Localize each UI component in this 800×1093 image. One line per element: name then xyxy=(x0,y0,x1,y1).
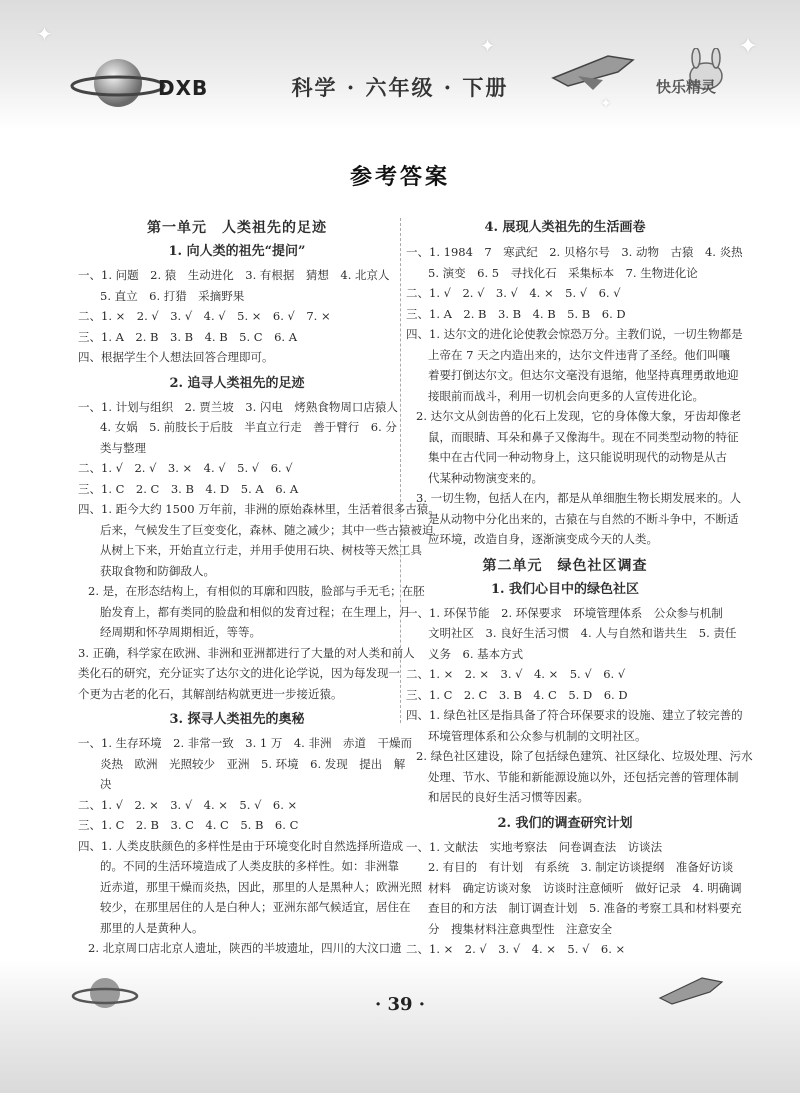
answer-line: 集中在古代同一种动物身上，这只能说明现代的动物是从古 xyxy=(428,450,727,464)
answer-line: 二、1. √ 2. √ 3. √ 4. × 5. √ 6. √ xyxy=(406,286,621,300)
answer-line: 义务 6. 基本方式 xyxy=(428,646,524,661)
answer-line: 接眼前而战斗，利用一切机会向更多的人宣传进化论。 xyxy=(428,388,704,403)
answer-line: 决 xyxy=(100,777,112,791)
answer-line: 一、1. 生存环境 2. 非常一致 3. 1 万 4. 非洲 赤道 干燥而 xyxy=(78,736,412,750)
answer-line: 4. 女娲 5. 前肢长于后肢 半直立行走 善于臂行 6. 分 xyxy=(100,420,397,434)
answer-line: 二、1. × 2. √ 3. √ 4. × 5. √ 6. × xyxy=(406,942,626,956)
answer-line: 四、1. 绿色社区是指具备了符合环保要求的设施、建立了较完善的 xyxy=(406,708,743,722)
answer-line: 5. 演变 6. 5 寻找化石 采集标本 7. 生物进化论 xyxy=(428,265,698,280)
lesson-title: 4. 展现人类祖先的生活画卷 xyxy=(484,220,646,235)
answer-line: 三、1. A 2. B 3. B 4. B 5. C 6. A xyxy=(78,329,298,344)
answer-line: 个更为古老的化石，其解剖结构就更进一步接近猿。 xyxy=(78,686,343,701)
answer-line: 3. 正确，科学家在欧洲、非洲和亚洲都进行了大量的对人类和前人 xyxy=(78,645,415,660)
left-column xyxy=(78,216,440,1000)
answer-line: 四、1. 距今大约 1500 万年前，非洲的原始森林里，生活着很多古猿。 xyxy=(78,502,440,516)
lesson-title: 3. 探寻人类祖先的奥秘 xyxy=(169,712,305,727)
answer-line: 获取食物和防御敌人。 xyxy=(100,563,215,578)
answer-line: 着要打倒达尔文。但达尔文毫没有退缩，他坚持真理勇敢地迎 xyxy=(428,368,739,382)
unit-heading: 第一单元 人类祖先的足迹 xyxy=(147,220,327,236)
answer-line: 近赤道，那里干燥而炎热，因此，那里的人是黑种人；欧洲光照 xyxy=(100,879,422,894)
answer-line: 3. 一切生物，包括人在内，都是从单细胞生物长期发展来的。人 xyxy=(416,491,742,505)
lesson-title: 2. 我们的调查研究计划 xyxy=(497,815,633,831)
answer-line: 2. 绿色社区建设，除了包括绿色建筑、社区绿化、垃圾处理、污水 xyxy=(416,749,753,763)
answer-line: 分 搜集材料注意典型性 注意安全 xyxy=(428,921,612,936)
answer-line: 一、1. 文献法 实地考察法 问卷调查法 访谈法 xyxy=(406,839,663,854)
answer-line: 一、1. 环保节能 2. 环保要求 环境管理体系 公众参与机制 xyxy=(406,605,723,620)
brand-logo: DXB xyxy=(158,76,209,100)
answer-line: 环境管理体系和公众参与机制的文明社区。 xyxy=(428,728,647,743)
answer-line: 胎发育上，都有类同的脸盘和相似的发育过程；在生理上，月 xyxy=(100,604,411,619)
answer-line: 经周期和怀孕周期相近，等等。 xyxy=(100,625,261,639)
sparkle-icon: ✦ xyxy=(36,22,53,46)
answer-line: 是从动物中分化出来的，古猿在与自然的不断斗争中，不断适 xyxy=(428,511,739,526)
sparkle-icon: ✦ xyxy=(738,32,759,60)
answer-line: 上帝在 7 天之内造出来的，达尔文件违背了圣经。他们叫嚷 xyxy=(428,347,731,362)
answer-line: 鼠，而眼睛、耳朵和鼻子又像海牛。现在不同类型动物的特征 xyxy=(428,429,739,444)
answer-line: 那里的人是黄种人。 xyxy=(100,920,204,935)
answer-line: 代某种动物演变来的。 xyxy=(428,470,543,485)
answer-line: 二、1. × 2. × 3. √ 4. × 5. √ 6. √ xyxy=(406,667,626,681)
answer-line: 从树上下来，开始直立行走，并用手使用石块、树枝等天然工具 xyxy=(100,543,422,557)
answer-line: 处理、节水、节能和新能源设施以外，还包括完善的管理体制 xyxy=(428,769,739,784)
answer-line: 四、根据学生个人想法回答合理即可。 xyxy=(78,350,274,364)
answer-line: 三、1. C 2. C 3. B 4. C 5. D 6. D xyxy=(406,687,628,702)
answer-line: 查目的和方法 制订调查计划 5. 准备的考察工具和材料要充 xyxy=(428,901,742,915)
answer-line: 应环境，改造自身，逐渐演变成今天的人类。 xyxy=(428,532,658,546)
series-logo-text: 快乐精灵 xyxy=(656,78,717,96)
answer-line: 的。不同的生活环境造成了人类皮肤的多样性。如：非洲靠 xyxy=(100,859,399,873)
answer-line: 材料 确定访谈对象 访谈时注意倾听 做好记录 4. 明确调 xyxy=(428,880,742,895)
right-column xyxy=(406,216,753,1001)
answer-line: 一、1. 1984 7 寒武纪 2. 贝格尔号 3. 动物 古猿 4. 炎热 xyxy=(406,245,743,259)
answer-line: 二、1. × 2. √ 3. √ 4. √ 5. × 6. √ 7. × xyxy=(78,309,331,323)
answer-line: 后来，气候发生了巨变变化，森林、随之减少；其中一些古猿被迫 xyxy=(100,522,434,537)
lesson-title: 1. 我们心目中的绿色社区 xyxy=(490,581,640,597)
sparkle-icon: ✦ xyxy=(480,36,496,57)
answer-line: 2. 是，在形态结构上，有相似的耳廓和四肢，脸部与手无毛；在胚 xyxy=(88,584,425,598)
answer-line: 三、1. A 2. B 3. B 4. B 5. B 6. D xyxy=(406,306,626,321)
answer-line: 二、1. √ 2. √ 3. × 4. √ 5. √ 6. √ xyxy=(78,461,293,475)
answer-line: 5. 直立 6. 打猎 采摘野果 xyxy=(100,288,245,303)
unit-heading: 第二单元 绿色社区调查 xyxy=(482,557,648,574)
sparkle-icon: ✦ xyxy=(600,96,612,112)
page-title: 参考答案 xyxy=(349,164,450,190)
answer-line: 2. 有目的 有计划 有系统 3. 制定访谈提纲 准备好访谈 xyxy=(428,860,734,874)
page-footer xyxy=(0,960,800,1093)
page-number: · 39 · xyxy=(374,994,426,1015)
page-header xyxy=(0,0,800,130)
answer-line: 较少，在那里居住的人是白种人；亚洲东部气候适宜，居住在 xyxy=(100,900,411,914)
answer-line: 类化石的研究，充分证实了达尔文的进化论学说，因为每发现一 xyxy=(78,666,400,680)
answer-line: 文明社区 3. 良好生活习惯 4. 人与自然和谐共生 5. 责任 xyxy=(428,626,737,640)
space-shuttle-icon xyxy=(548,38,638,98)
answer-line: 四、1. 达尔文的进化论使教会惊恐万分。主教们说，一切生物都是 xyxy=(406,327,743,341)
lesson-title: 2. 追寻人类祖先的足迹 xyxy=(169,375,305,391)
answer-line: 类与整理 xyxy=(100,440,146,455)
answer-line: 一、1. 问题 2. 猿 生动进化 3. 有根据 猜想 4. 北京人 xyxy=(78,268,390,282)
answer-line: 2. 达尔文从剑齿兽的化石上发现，它的身体像大象，牙齿却像老 xyxy=(416,409,742,423)
answer-line: 三、1. C 2. B 3. C 4. C 5. B 6. C xyxy=(78,818,299,832)
answer-line: 四、1. 人类皮肤颜色的多样性是由于环境变化时自然选择所造成 xyxy=(78,838,404,853)
answer-line: 2. 北京周口店北京人遗址，陕西的半坡遗址，四川的大汶口遗 xyxy=(88,941,402,955)
answer-line: 一、1. 计划与组织 2. 贾兰坡 3. 闪电 烤熟食物周口店猿人 xyxy=(78,399,398,414)
lesson-title: 1. 向人类的祖先“提问” xyxy=(168,244,306,259)
answer-line: 炎热 欧洲 光照较少 亚洲 5. 环境 6. 发现 提出 解 xyxy=(100,756,406,771)
answer-line: 和居民的良好生活习惯等因素。 xyxy=(428,790,589,804)
book-subject-title: 科学 · 六年级 · 下册 xyxy=(291,75,509,100)
answer-line: 三、1. C 2. C 3. B 4. D 5. A 6. A xyxy=(78,481,299,496)
answer-line: 二、1. √ 2. × 3. √ 4. × 5. √ 6. × xyxy=(78,797,298,812)
